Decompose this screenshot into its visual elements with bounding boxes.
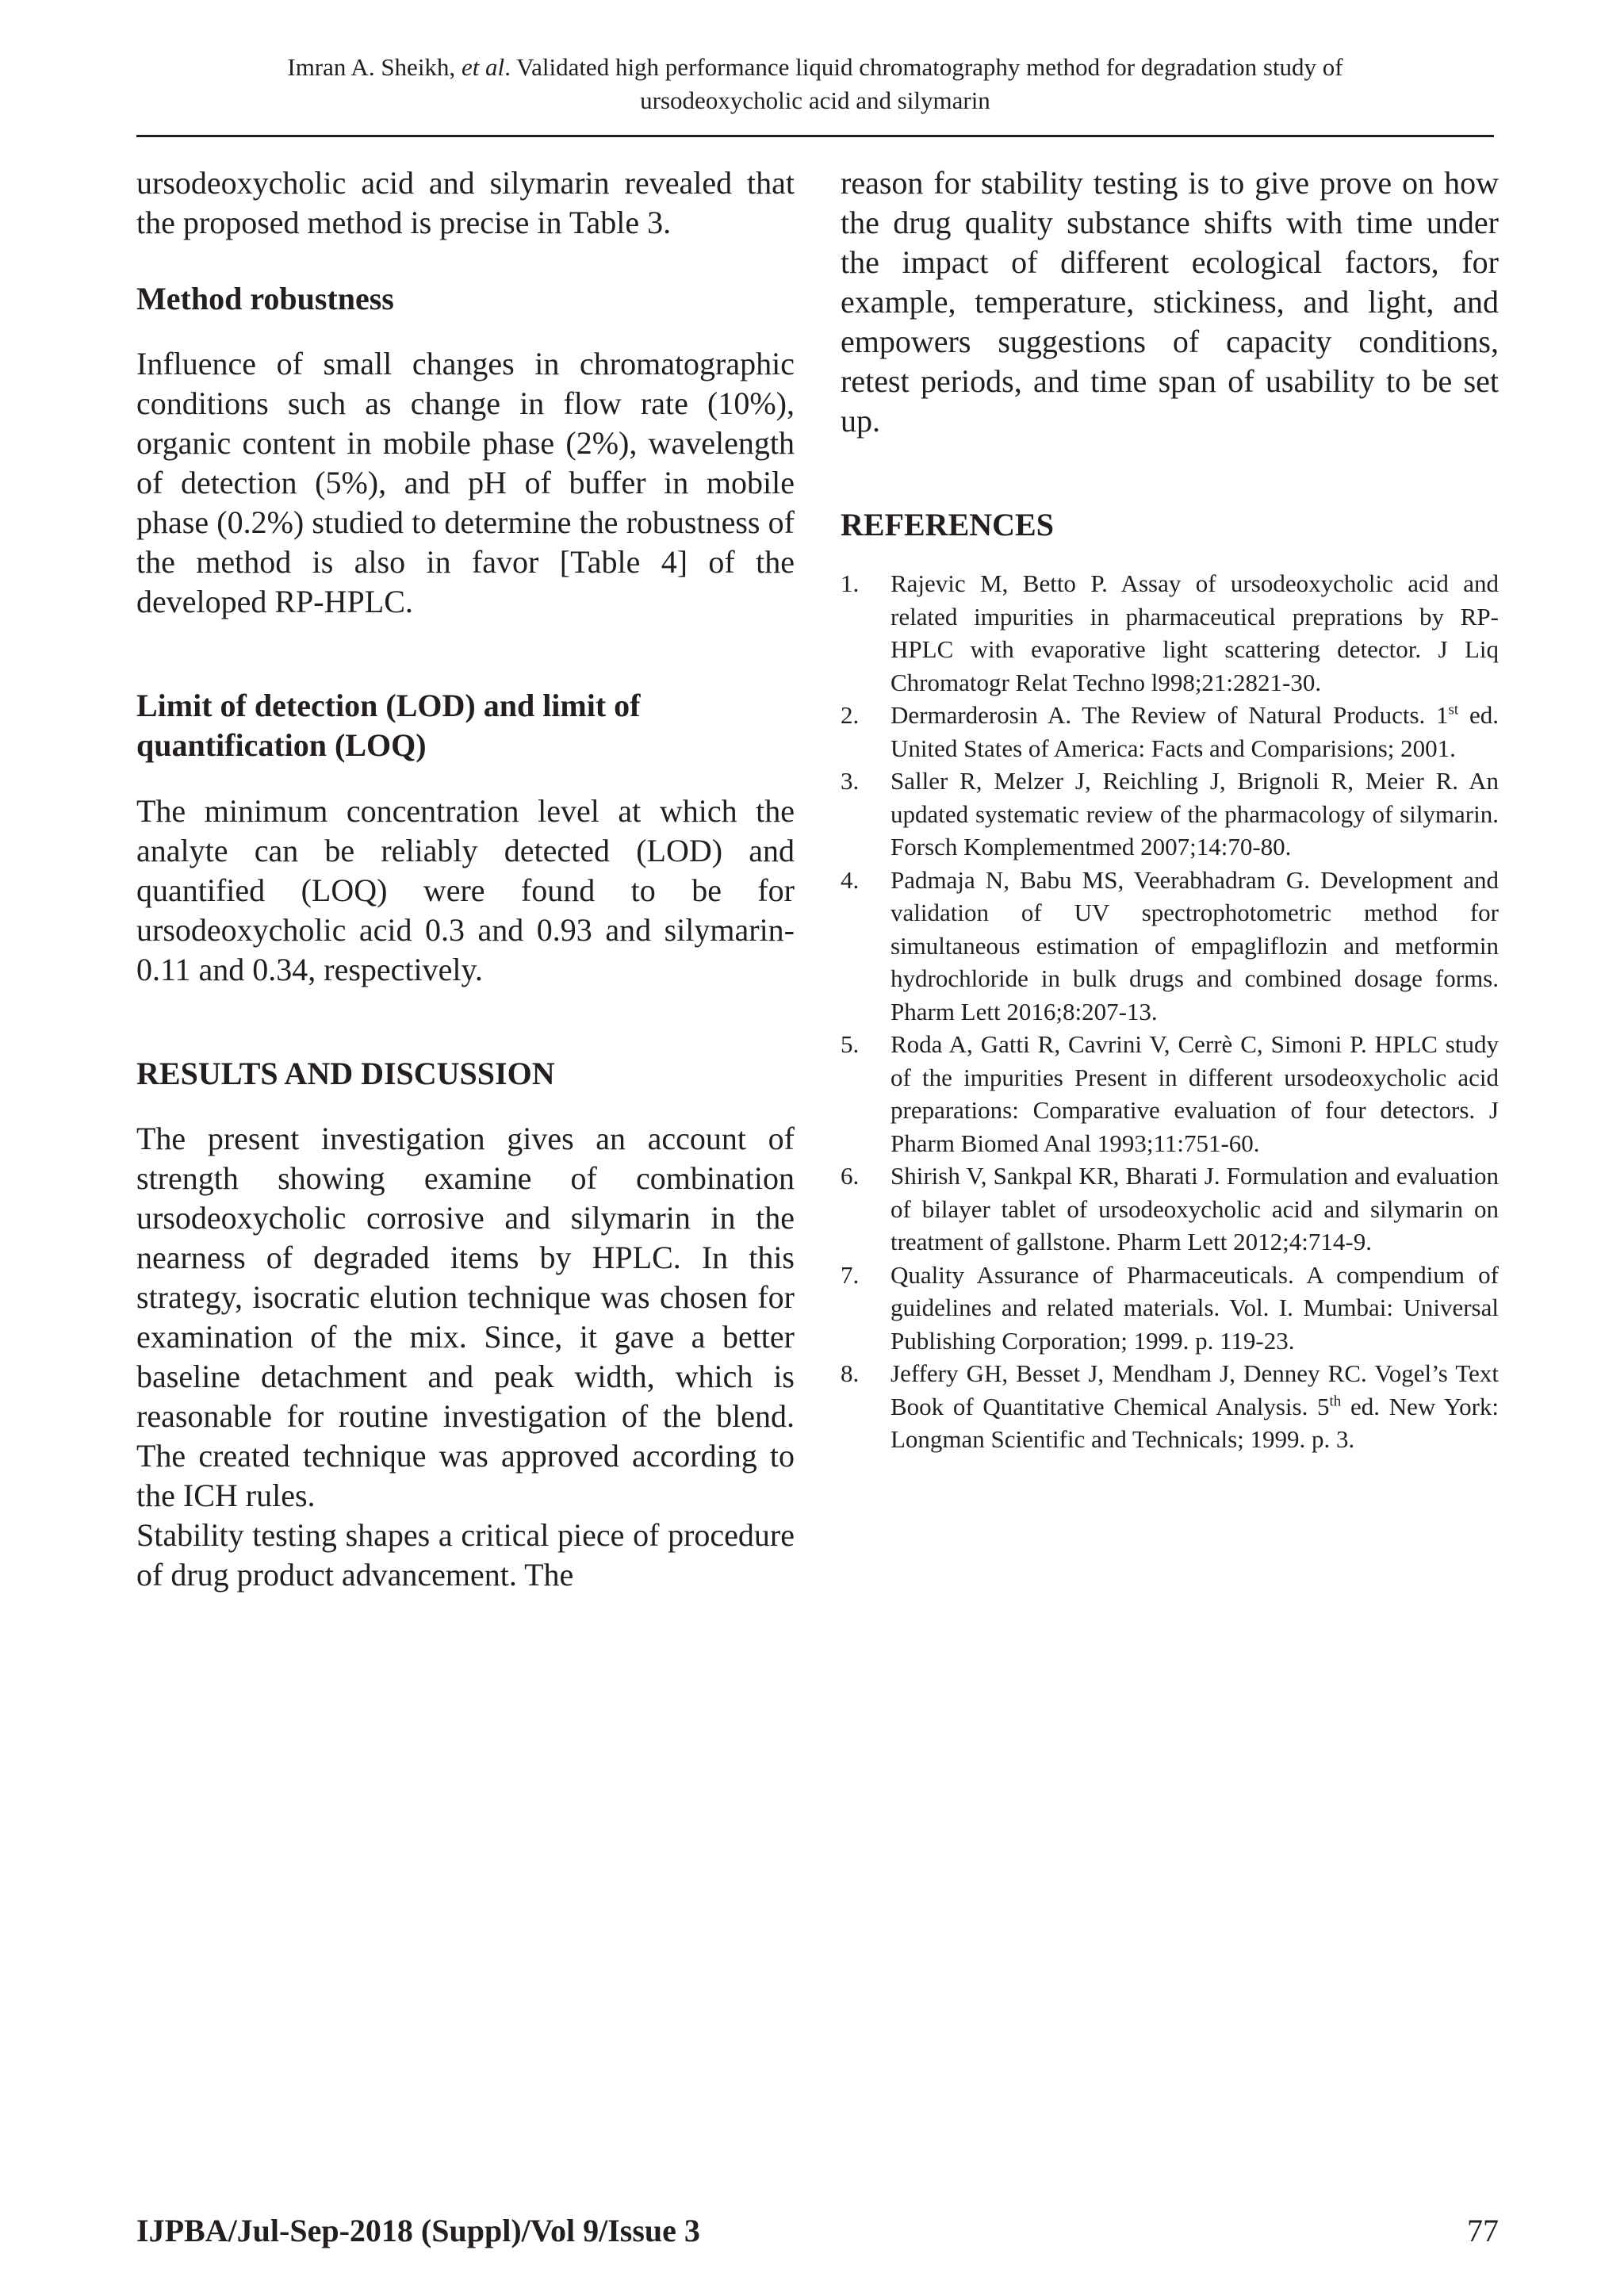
reference-item (841, 1159, 1499, 1259)
reference-number: 8. (841, 1359, 860, 1387)
reference-item (841, 1028, 1499, 1159)
reference-number: 5. (841, 1030, 860, 1058)
reference-item (841, 567, 1499, 699)
reference-item (841, 765, 1499, 864)
reference-text: Saller R, Melzer J, Reichling J, Brignoli R, Meier R. An updated systematic review of the pharmacology of silymarin. Forsch Komplementmed 2007;14:70-80. (891, 767, 1499, 861)
header-title-part1: . Validated high performance liquid chromatography method for degradation study of (504, 53, 1343, 81)
running-header (136, 51, 1494, 117)
reference-number: 3. (841, 767, 860, 795)
reference-text: Rajevic M, Betto P. Assay of ursodeoxycholic acid and related impurities in pharmaceutical preprations by RP-HPLC with evaporative light scattering detector. J Liq Chromatogr Relat Techno l998;21:2821-30. (891, 569, 1499, 696)
left-column (136, 163, 795, 1595)
header-line-2: ursodeoxycholic acid and silymarin (640, 86, 990, 114)
reference-superscript: st (1448, 701, 1459, 719)
reference-text: Quality Assurance of Pharmaceuticals. A compendium of guidelines and related materials. Vol. I. Mumbai: Universal Publishing Corporation; 1999. p. 119-23. (891, 1260, 1499, 1355)
results-heading: RESULTS AND DISCUSSION (136, 1056, 555, 1091)
references-heading: REFERENCES (841, 507, 1054, 542)
reference-number: 4. (841, 865, 860, 894)
reference-text: Dermarderosin A. The Review of Natural Products. 1st ed. United States of America: Facts and Comparisions; 2001. (891, 701, 1499, 762)
header-divider (136, 135, 1494, 137)
header-et-al: et al (461, 53, 505, 81)
references-list (841, 567, 1499, 1456)
reference-number: 6. (841, 1162, 860, 1190)
journal-footer: IJPBA/Jul-Sep-2018 (Suppl)/Vol 9/Issue 3 (136, 2213, 700, 2248)
reference-number: 7. (841, 1260, 860, 1289)
robustness-heading: Method robustness (136, 281, 394, 316)
reference-number: 1. (841, 569, 860, 597)
reference-text: Padmaja N, Babu MS, Veerabhadram G. Development and validation of UV spectrophotometric method for simultaneous estimation of empagliflozin and metformin hydrochloride in bulk drugs and combined dosage forms. Pharm Lett 2016;8:207-13. (891, 865, 1499, 1025)
lod-loq-paragraph: The minimum concentration level at which the analyte can be reliably detected (LOD) and quantified (LOQ) were found to be for ursodeoxycholic acid 0.3 and 0.93 and silymarin- 0.11 and 0.34, respectively. (136, 793, 795, 987)
reference-item (841, 1259, 1499, 1358)
header-authors: Imran A. Sheikh, (287, 53, 462, 81)
stability-continued-paragraph: reason for stability testing is to give prove on how the drug quality substance shifts with time under the impact of different ecological factors, for example, temperature, stickiness, and light, and empowers suggestions of capacity conditions, retest periods, and time span of usability to be set up. (841, 165, 1499, 439)
reference-item (841, 1357, 1499, 1456)
header-line-1 (136, 51, 1494, 84)
reference-text: Jeffery GH, Besset J, Mendham J, Denney RC. Vogel’s Text Book of Quantitative Chemical Analysis. 5th ed. New York: Longman Scientific and Technicals; 1999. p. 3. (891, 1359, 1499, 1453)
lod-loq-heading: Limit of detection (LOD) and limit of quantification (LOQ) (136, 688, 641, 763)
reference-item (841, 699, 1499, 765)
intro-paragraph: ursodeoxycholic acid and silymarin revealed that the proposed method is precise in Table 3. (136, 165, 795, 240)
reference-item (841, 864, 1499, 1029)
results-paragraph-1: The present investigation gives an account of strength showing examine of combination ursodeoxycholic corrosive and silymarin in the nearness of degraded items by HPLC. In this strategy, isocratic elution technique was chosen for examination of the mix. Since, it gave a better baseline detachment and peak width, which is reasonable for routine investigation of the blend. The created technique was approved according to the ICH rules. (136, 1121, 795, 1513)
page-number: 77 (1467, 2213, 1499, 2248)
reference-number: 2. (841, 701, 860, 729)
robustness-paragraph: Influence of small changes in chromatographic conditions such as change in flow rate (10%), organic content in mobile phase (2%), wavelength of detection (5%), and pH of buffer in mobile phase (0.2%) studied to determine the robustness of the method is also in favor [Table 4] of the developed RP-HPLC. (136, 346, 795, 619)
right-column (841, 163, 1499, 1456)
reference-superscript: th (1329, 1393, 1342, 1410)
results-paragraph-2: Stability testing shapes a critical piece of procedure of drug product advancement. The (136, 1517, 795, 1593)
reference-text: Roda A, Gatti R, Cavrini V, Cerrè C, Simoni P. HPLC study of the impurities Present in different ursodeoxycholic acid preparations: Comparative evaluation of four detectors. J Pharm Biomed Anal 1993;11:751-60. (891, 1030, 1499, 1157)
reference-text: Shirish V, Sankpal KR, Bharati J. Formulation and evaluation of bilayer tablet of ursodeoxycholic acid and silymarin on treatment of gallstone. Pharm Lett 2012;4:714-9. (891, 1162, 1499, 1255)
